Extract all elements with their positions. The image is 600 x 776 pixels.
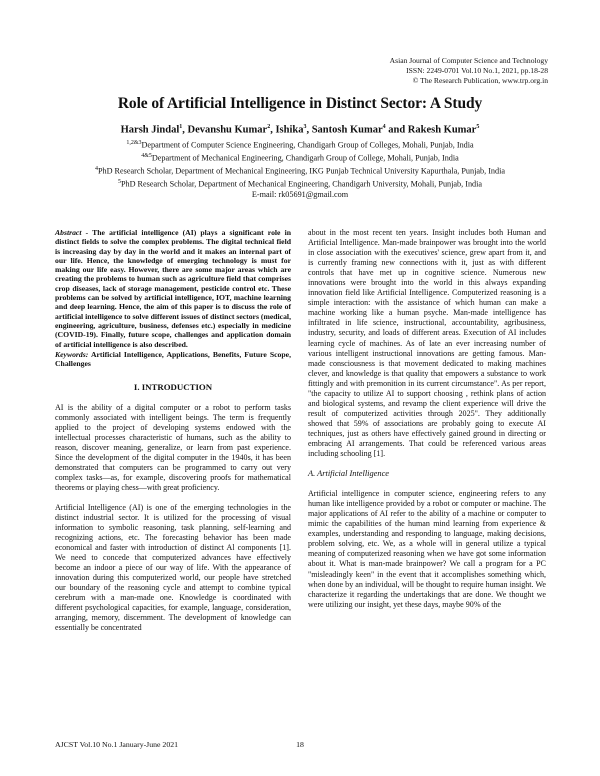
- journal-name: Asian Journal of Computer Science and Technology: [389, 56, 548, 65]
- abstract-label: Abstract -: [55, 228, 89, 237]
- affiliation-line: $^{4\&5}$Department of Mechanical Engineering, Chandigarh Group of College, Mohali, Punjab, India: [141, 152, 459, 163]
- author-name: Santosh Kumar: [311, 124, 383, 136]
- author-name: Devanshu Kumar: [187, 124, 268, 136]
- footer-journal: AJCST Vol.10 No.1 January-June 2021: [55, 740, 179, 749]
- subsection-heading: A. Artificial Intelligence: [308, 469, 390, 479]
- author-list: Harsh Jindal$^1$, Devanshu Kumar$^2$, Ishika$^3$, Santosh Kumar$^4$ and Rakesh Kumar$^5$: [120, 124, 480, 136]
- author-email: E-mail: rk05691@gmail.com: [251, 189, 349, 199]
- page-footer: [55, 740, 545, 749]
- affiliation-line: $^5$PhD Research Scholar, Department of Mechanical Engineering, Chandigarh University, Mohali, Punjab, India: [117, 178, 483, 189]
- journal-header: [390, 56, 548, 86]
- affiliation-line: $^4$PhD Research Scholar, Department of Mechanical Engineering, IKG Punjab Technical University Kapurthala, Punjab, India: [94, 165, 506, 176]
- paragraph: Artificial Intelligence (AI) is one of the emerging technologies in the distinct industrial sector. It is utilized for the processing of visual information to symbolic reasoning, task planning, self-learning and recognizing actions, etc. The forecasting behavior has been made economical and faster with introduction of distinct Al components [1]. We need to concede that computerized advances have effectively become an indoor a piece of our way of life. With the appearance of innovation during this computerized world, our people have stretched our boundary of the reasoning cycle and attempt to combine typical cerebrum with a man-made one. Knowledge is coordinated with different psychological capacities, for example, language, consideration, arranging, memory, discernment. The development of knowledge can essentially be concentrated: [55, 502, 291, 633]
- keywords-label: Keywords:: [55, 349, 89, 359]
- right-column: [308, 228, 546, 620]
- page-number: 18: [296, 740, 304, 749]
- section-heading: I. INTRODUCTION: [133, 382, 213, 393]
- journal-publisher: © The Research Publication, www.trp.org.in: [412, 76, 548, 85]
- paper-title: Role of Artificial Intelligence in Distinct Sector: A Study: [117, 95, 483, 112]
- abstract: Abstract - The artificial intelligence (AI) plays a significant role in distinct fields to solve the complex problems. The digital technical field is increasing day by day in the world and it makes an internal part of our life. Hence, the knowledge of emerging technology is must for making our life easy. However, there are some major areas which are creating the problems to human such as agriculture field that comprises crop diseases, lack of storage management, pesticide control etc. These problems can be solved by artificial intelligence, IOT, machine learning and deep learning. Hence, the aim of this paper is to discuss the role of artificial intelligence to solve different issues of distinct sectors (medical, engineering, agriculture, business, defenses etc.) especially in medicine (COVID-19). Finally, future scope, challenges and application domain of artificial intelligence is also described.: [55, 228, 291, 349]
- journal-issn: ISSN: 2249-0701 Vol.10 No.1, 2021, pp.18-28: [406, 66, 548, 75]
- author-name: Ishika: [275, 124, 304, 136]
- paragraph: AI is the ability of a digital computer or a robot to perform tasks commonly associated with intelligent beings. The term is frequently applied to the project of developing systems endowed with the intellectual processes characteristic of humans, such as the ability to reason, discover meaning, generalize, or learn from past experience. Since the development of the digital computer in the 1940s, it has been demonstrated that computers can be programmed to carry out very complex tasks—as, for example, discovering proofs for mathematical theorems or playing chess—with great proficiency.: [55, 402, 291, 492]
- paragraph: about in the most recent ten years. Insight includes both Human and Artificial Intelligence. Man-made brainpower was brought into the world in close association with the executives' science, grew apart from it, and is currently framing new connections with it, just as with different controls that have met up in cognitive science. Numerous new innovations were brought into the world in this always expanding innovation field like Artificial Intelligence. Computerized reasoning is a simple interaction: with the assistance of which human can make a machine working like a human psyche. Man-made intelligence has infiltrated in life science, instructional, accountability, agribusiness, industry, security, and loads of different areas. Execution of AI includes learning cycle of machines. As of late an ever increasing number of various intelligent instructional innovations are getting famous. Man-made consciousness is that movement dedicated to making machines clever, and knowledge is that quality that empowers a substance to work fittingly and with premonition in its current circumstance". As per report, "the capacity to utilize AI to support choosing , rethink plans of action and biological systems, and revamp the client experience will drive the result of computerized activities through 2025". They additionally showed that 59% of associations are probably going to execute AI techniques, just as others have effectively gained ground in directing or embracing AI arrangements. That could be referenced various areas including schooling [1].: [308, 228, 546, 459]
- keywords: Keywords: Artificial Intelligence, Applications, Benefits, Future Scope, Challenges: [55, 349, 291, 369]
- affiliation-line: $^{1,2\&3}$Department of Computer Science Engineering, Chandigarh Group of Colleges, Mohali, Punjab, India: [126, 140, 474, 150]
- affiliations: [40, 138, 560, 200]
- paragraph: Artificial intelligence in computer science, engineering refers to any human like intelligence provided by a robot or computer or machine. The major applications of AI refer to the ability of a machine or computer to mimic the capabilities of the human mind learning from experience & examples, understanding and responding to language, making decisions, problem solving, etc. We, as a whole will in general utilize a typical meaning of computerized reasoning when we have got some information about it. What is man-made brainpower? We call a program for a PC "misleadingly keen" in the event that it accomplishes something which, when done by an individual, will be thought to require human insight. We characterize it regarding the undertakings that are done. We thought we were utilizing our insight, yet these days, maybe 90% of the: [308, 489, 546, 609]
- author-name: Harsh Jindal: [120, 124, 180, 136]
- left-column: [55, 228, 291, 644]
- author-name: Rakesh Kumar: [407, 124, 477, 136]
